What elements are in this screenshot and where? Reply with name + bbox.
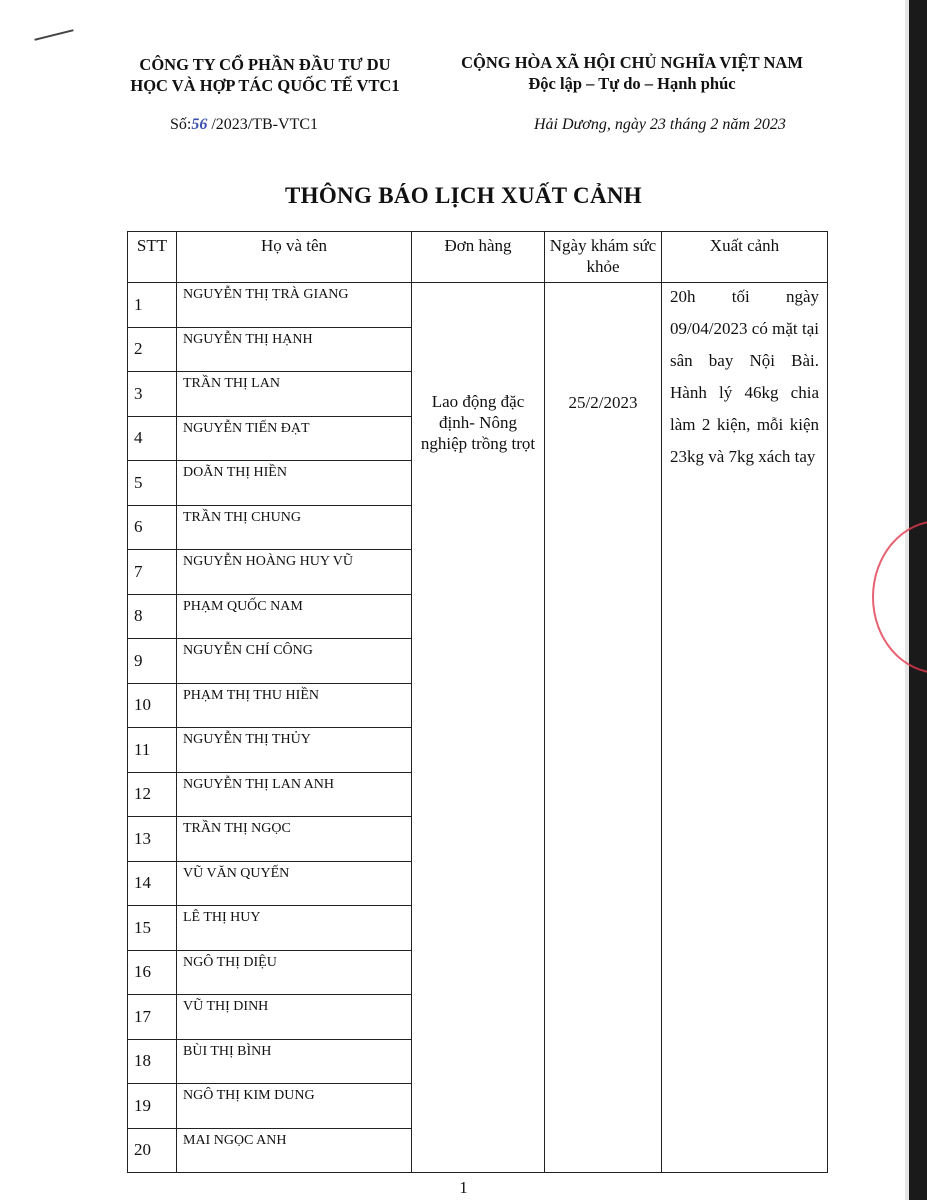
row-name: PHẠM THỊ THU HIỀN (177, 683, 412, 728)
row-name: NGUYỄN THỊ LAN ANH (177, 772, 412, 817)
row-stt: 4 (128, 416, 177, 461)
table-row (128, 283, 828, 328)
row-stt: 19 (128, 1084, 177, 1129)
row-name: NGUYỄN TIẾN ĐẠT (177, 416, 412, 461)
row-stt: 18 (128, 1039, 177, 1084)
row-stt: 14 (128, 861, 177, 906)
document-title: THÔNG BÁO LỊCH XUẤT CẢNH (285, 183, 642, 208)
order-value: Lao động đặc định- Nông nghiệp trồng trọt (420, 392, 536, 453)
doc-number-handwritten: 56 (191, 116, 208, 133)
row-name: NGÔ THỊ KIM DUNG (177, 1084, 412, 1129)
pen-mark (34, 29, 73, 41)
row-name: NGUYỄN CHÍ CÔNG (177, 639, 412, 684)
row-name: NGUYỄN THỊ HẠNH (177, 327, 412, 372)
header-name: Họ và tên (177, 232, 412, 283)
document-number (170, 116, 318, 134)
place-date: Hải Dương, ngày 23 tháng 2 năm 2023 (534, 116, 786, 133)
row-name: TRẦN THỊ NGỌC (177, 817, 412, 862)
motto: Độc lập – Tự do – Hạnh phúc (528, 74, 736, 93)
row-stt: 13 (128, 817, 177, 862)
order-cell (412, 283, 545, 1173)
row-name: VŨ THỊ DINH (177, 995, 412, 1040)
row-stt: 17 (128, 995, 177, 1040)
red-seal-stamp (872, 520, 927, 674)
row-name: NGÔ THỊ DIỆU (177, 950, 412, 995)
company-name (100, 54, 430, 96)
row-name: NGUYỄN THỊ TRÀ GIANG (177, 283, 412, 328)
row-stt: 3 (128, 372, 177, 417)
header-exam-date: Ngày khám sức khỏe (545, 232, 662, 283)
exam-date-value: 25/2/2023 (568, 393, 638, 412)
national-motto (432, 52, 832, 94)
row-stt: 12 (128, 772, 177, 817)
nation-name: CỘNG HÒA XÃ HỘI CHỦ NGHĨA VIỆT NAM (461, 53, 803, 72)
row-stt: 9 (128, 639, 177, 684)
header-order: Đơn hàng (412, 232, 545, 283)
page-number: 1 (459, 1178, 468, 1197)
row-name: DOÃN THỊ HIỀN (177, 461, 412, 506)
row-stt: 10 (128, 683, 177, 728)
departure-table (127, 231, 828, 1173)
row-stt: 7 (128, 550, 177, 595)
row-stt: 6 (128, 505, 177, 550)
row-stt: 15 (128, 906, 177, 951)
doc-prefix: Số: (170, 116, 192, 133)
row-stt: 20 (128, 1128, 177, 1173)
company-name-line1: CÔNG TY CỔ PHẦN ĐẦU TƯ DU (139, 55, 391, 74)
row-stt: 11 (128, 728, 177, 773)
row-name: VŨ VĂN QUYẾN (177, 861, 412, 906)
row-name: NGUYỄN THỊ THỦY (177, 728, 412, 773)
departure-cell (662, 283, 828, 1173)
departure-value: 20h tối ngày 09/04/2023 có mặt tại sân bay Nội Bài. Hành lý 46kg chia làm 2 kiện, mỗi kiện 23kg và 7kg xách tay (670, 287, 819, 466)
table-header-row (128, 232, 828, 283)
row-name: LÊ THỊ HUY (177, 906, 412, 951)
row-stt: 16 (128, 950, 177, 995)
exam-date-cell (545, 283, 662, 1173)
row-stt: 8 (128, 594, 177, 639)
row-stt: 2 (128, 327, 177, 372)
header-departure: Xuất cảnh (662, 232, 828, 283)
company-name-line2: HỌC VÀ HỢP TÁC QUỐC TẾ VTC1 (130, 76, 400, 95)
row-name: TRẦN THỊ CHUNG (177, 505, 412, 550)
row-name: BÙI THỊ BÌNH (177, 1039, 412, 1084)
row-name: TRẦN THỊ LAN (177, 372, 412, 417)
header-stt: STT (128, 232, 177, 283)
doc-suffix: /2023/TB-VTC1 (207, 116, 319, 133)
row-name: PHẠM QUỐC NAM (177, 594, 412, 639)
row-stt: 5 (128, 461, 177, 506)
row-name: MAI NGỌC ANH (177, 1128, 412, 1173)
row-name: NGUYỄN HOÀNG HUY VŨ (177, 550, 412, 595)
row-stt: 1 (128, 283, 177, 328)
